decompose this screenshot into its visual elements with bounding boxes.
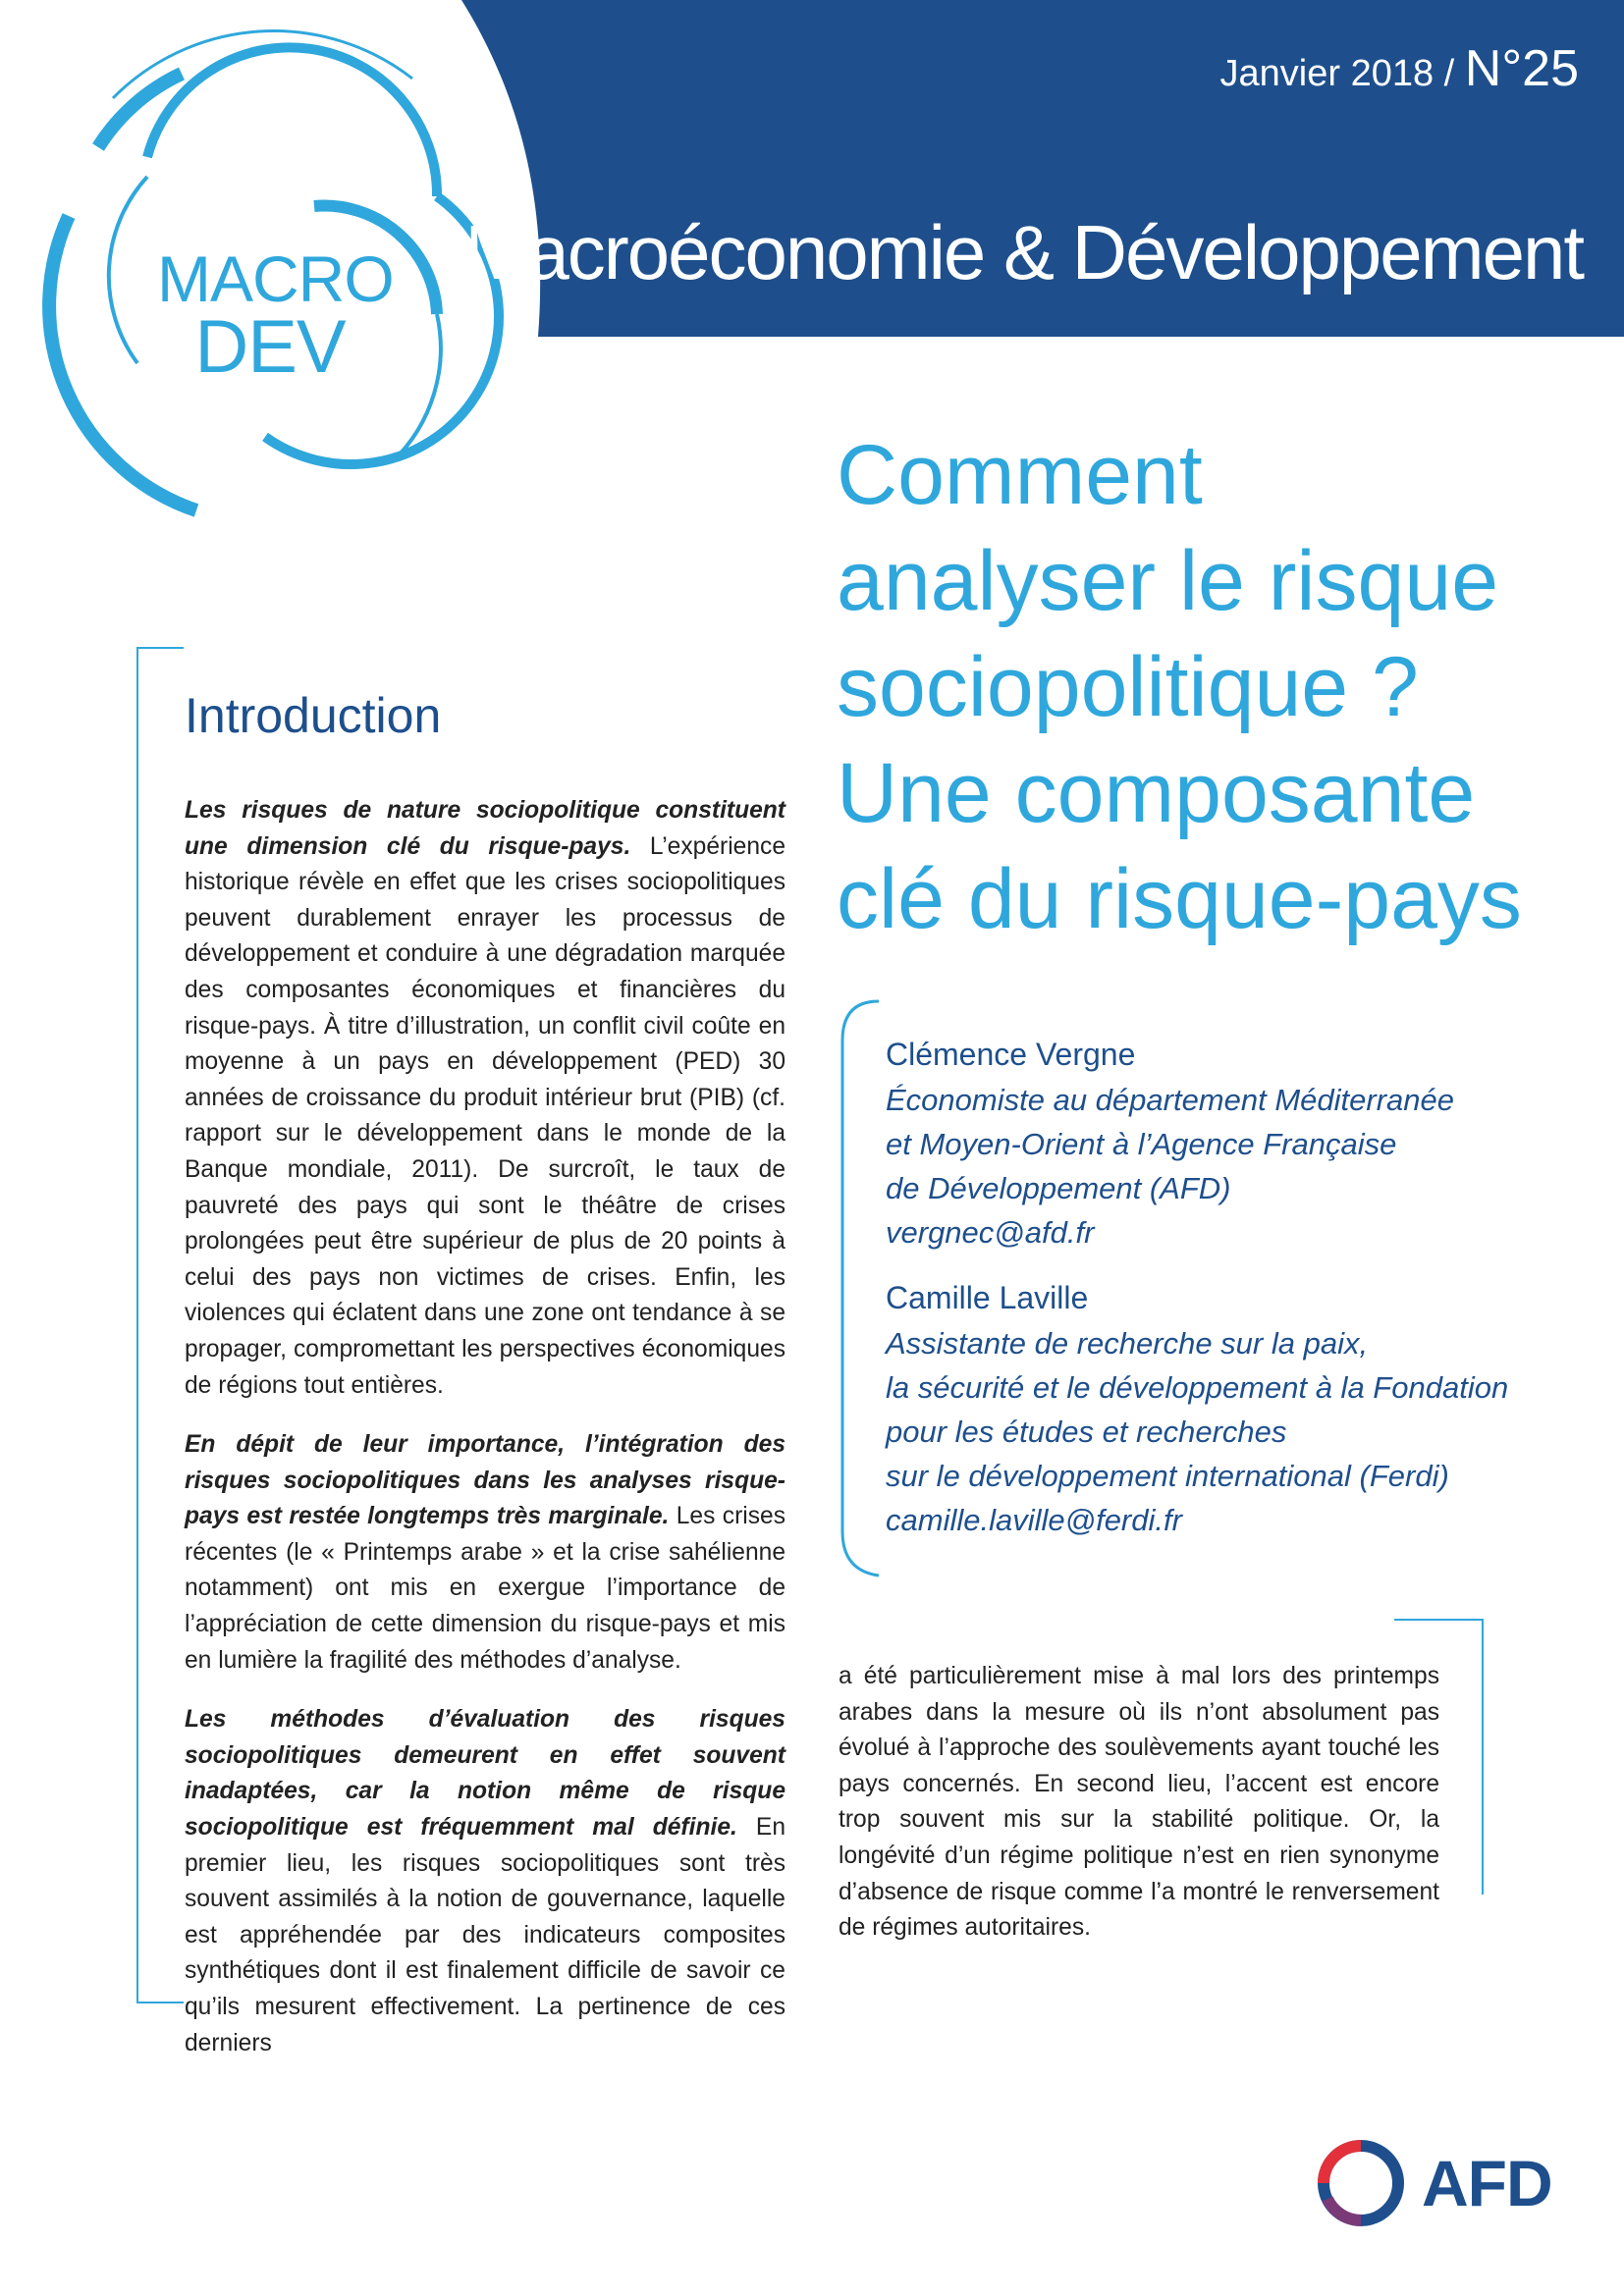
intro-paragraph — [185, 1427, 785, 1679]
author-name: Camille Laville — [886, 1280, 1089, 1315]
title-line: sociopolitique ? — [837, 640, 1419, 734]
series-title: Macroéconomie & Développement — [464, 209, 1583, 295]
intro-heading: Introduction — [185, 688, 442, 743]
paragraph-lead: Les méthodes d’évaluation des risques sociopolitiques demeurent en effet souvent inadaptées, car la notion même de risque sociopolitique est fréquemment mal définie. — [185, 1706, 785, 1842]
issue-date-line — [1220, 39, 1579, 98]
logo-dev-text: DEV — [194, 305, 346, 389]
intro-paragraph — [185, 793, 785, 1404]
title-line: Une composante — [837, 746, 1476, 840]
author-affiliation: pour les études et recherches — [886, 1415, 1287, 1449]
paragraph-lead: En dépit de leur importance, l’intégration des risques sociopolitiques dans les analyses risque-pays est restée longtemps très marginale. — [185, 1431, 785, 1530]
authors-block — [886, 1031, 1573, 1542]
authors-bracket — [842, 1001, 879, 1575]
author-email-link[interactable]: vergnec@afd.fr — [886, 1215, 1095, 1250]
afd-logo-text: AFD — [1422, 2147, 1552, 2219]
issue-date: Janvier 2018 — [1219, 53, 1435, 94]
title-line: Comment — [837, 428, 1203, 522]
paragraph-text: En premier lieu, les risques sociopolitiques sont très souvent assimilés à la notion de gouvernance, laquelle est appréhendée par des indicateurs composites synthétiques dont il est finalement difficile de savoir ce qu’ils mesurent effectivement. La pertinence de ces derniers — [185, 1814, 785, 2056]
intro-bracket — [137, 648, 184, 2002]
paragraph-text: L’expérience historique révèle en effet que les crises sociopolitiques peuvent durablement enrayer les processus de développement et conduire à une dégradation marquée des composantes économiques et financières du risque-pays. À titre d’illustration, un conflit civil coûte en moyenne à un pays en développement (PED) 30 années de croissance du produit intérieur brut (PIB) (cf. rapport sur le développement dans le monde de la Banque mondiale, 2011). De surcroît, le taux de pauvreté des pays qui sont le théâtre de crises prolongées peut être supérieur de plus de 20 points à celui des pays non victimes de crises. Enfin, les violences qui éclatent dans une zone ont tendance à se propager, compromettant les perspectives économiques de régions tout entières. — [185, 832, 785, 1399]
title-line: analyser le risque — [837, 534, 1499, 628]
author-email-link[interactable]: camille.laville@ferdi.fr — [886, 1503, 1182, 1537]
main-title — [837, 422, 1583, 952]
paragraph-text: Les crises récentes (le « Printemps arabe » et la crise sahélienne notamment) ont mis en exergue l’importance de l’appréciation de cette dimension du risque-pays et mis en lumière la fragilité des méthodes d’analyse. — [185, 1503, 785, 1674]
author-affiliation: la sécurité et le développement à la Fondation — [886, 1370, 1509, 1405]
author-affiliation: sur le développement international (Ferdi) — [886, 1459, 1449, 1493]
issue-number: 25 — [1522, 40, 1579, 97]
author-affiliation: de Développement (AFD) — [886, 1171, 1231, 1205]
author-affiliation: et Moyen-Orient à l’Agence Française — [886, 1127, 1397, 1161]
title-line: clé du risque-pays — [837, 852, 1522, 946]
intro-paragraph — [185, 1702, 785, 2061]
intro-column-2 — [839, 1659, 1439, 1970]
author-name: Clémence Vergne — [886, 1037, 1136, 1072]
paragraph-lead: Les risques de nature sociopolitique constituent une dimension clé du risque-pays. — [185, 797, 785, 860]
author-affiliation: Assistante de recherche sur la paix, — [886, 1326, 1369, 1361]
issue-separator: / — [1443, 53, 1455, 94]
issue-number-prefix: N° — [1464, 40, 1523, 97]
author-affiliation: Économiste au département Méditerranée — [886, 1083, 1454, 1117]
logo-macro-text: MACRO — [157, 242, 394, 315]
intro-continuation: a été particulièrement mise à mal lors des printemps arabes dans la mesure où ils n’ont absolument pas évolué à l’approche des soulèvements ayant touché les pays concernés. En second lieu, l’accent est encore trop souvent mis sur la stabilité politique. Or, la longévité d’un régime politique n’est en rien synonyme d’absence de risque comme l’a montré le renversement de régimes autoritaires. — [839, 1663, 1439, 1942]
intro-column-1 — [185, 687, 785, 2085]
